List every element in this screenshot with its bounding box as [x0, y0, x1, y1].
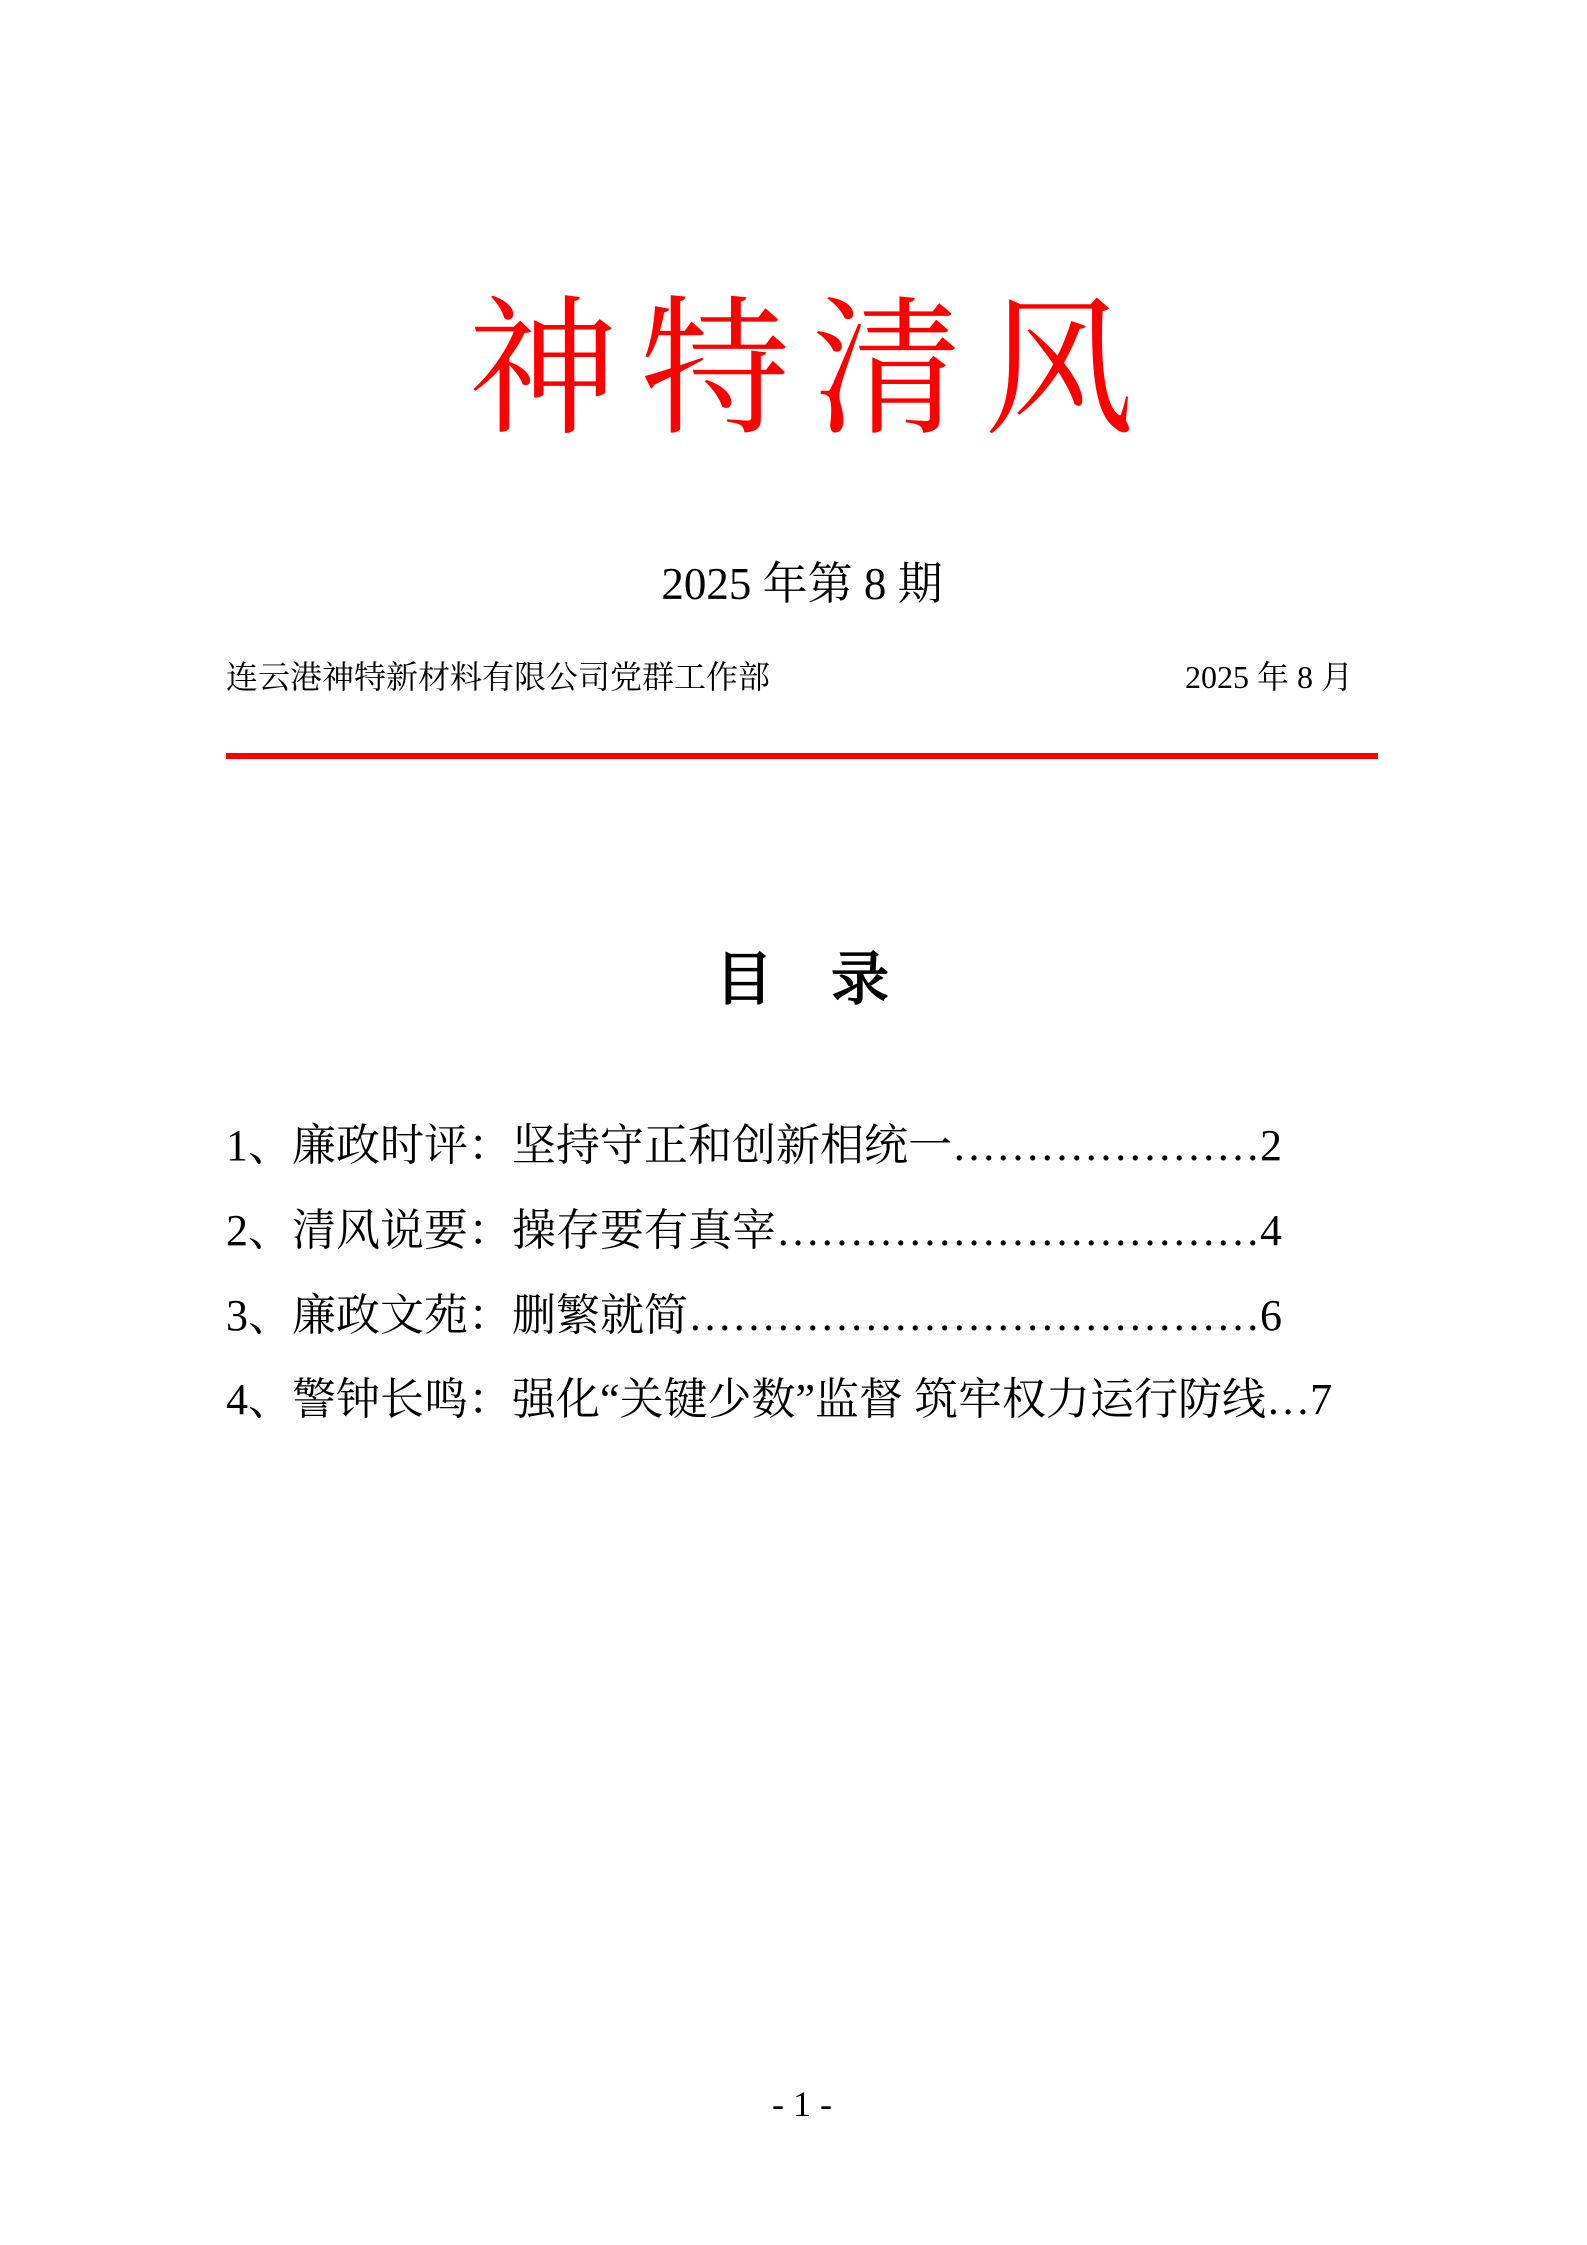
issue-line: 2025 年第 8 期: [661, 559, 943, 609]
toc-item-label: 3、廉政文苑：删繁就简: [226, 1290, 688, 1340]
toc-page-number: 7: [1310, 1375, 1333, 1425]
toc-page-number: 6: [1260, 1290, 1282, 1340]
toc-leader-dots: ……………………………: [776, 1205, 1260, 1255]
publication-row: [226, 658, 1378, 696]
publisher-name: 连云港神特新材料有限公司党群工作部: [226, 659, 771, 695]
toc-leader-dots: …………………: [952, 1121, 1260, 1170]
publish-date: 2025 年 8 月: [1184, 659, 1353, 695]
toc-item-label: 1、廉政时评：坚持守正和创新相统一: [226, 1121, 952, 1170]
toc-leader-dots: …………………………………: [688, 1290, 1260, 1340]
toc-heading: 目 录: [714, 947, 889, 1012]
toc-item: [226, 1205, 1378, 1258]
toc-leader-dots: …: [1266, 1375, 1311, 1425]
red-divider: [226, 753, 1378, 759]
toc-item-label: 2、清风说要：操存要有真宰: [226, 1205, 776, 1255]
toc-list: [226, 1120, 1378, 1427]
toc-item: [226, 1290, 1378, 1343]
toc-page-number: 4: [1260, 1205, 1282, 1255]
toc-item: [226, 1120, 1378, 1173]
page-number: - 1 -: [772, 2084, 832, 2124]
masthead-title: 神特清风: [467, 288, 1156, 454]
toc-item: [226, 1374, 1378, 1427]
toc-page-number: 2: [1260, 1121, 1282, 1170]
toc-item-label: 4、警钟长鸣：强化“关键少数”监督 筑牢权力运行防线: [226, 1375, 1267, 1425]
